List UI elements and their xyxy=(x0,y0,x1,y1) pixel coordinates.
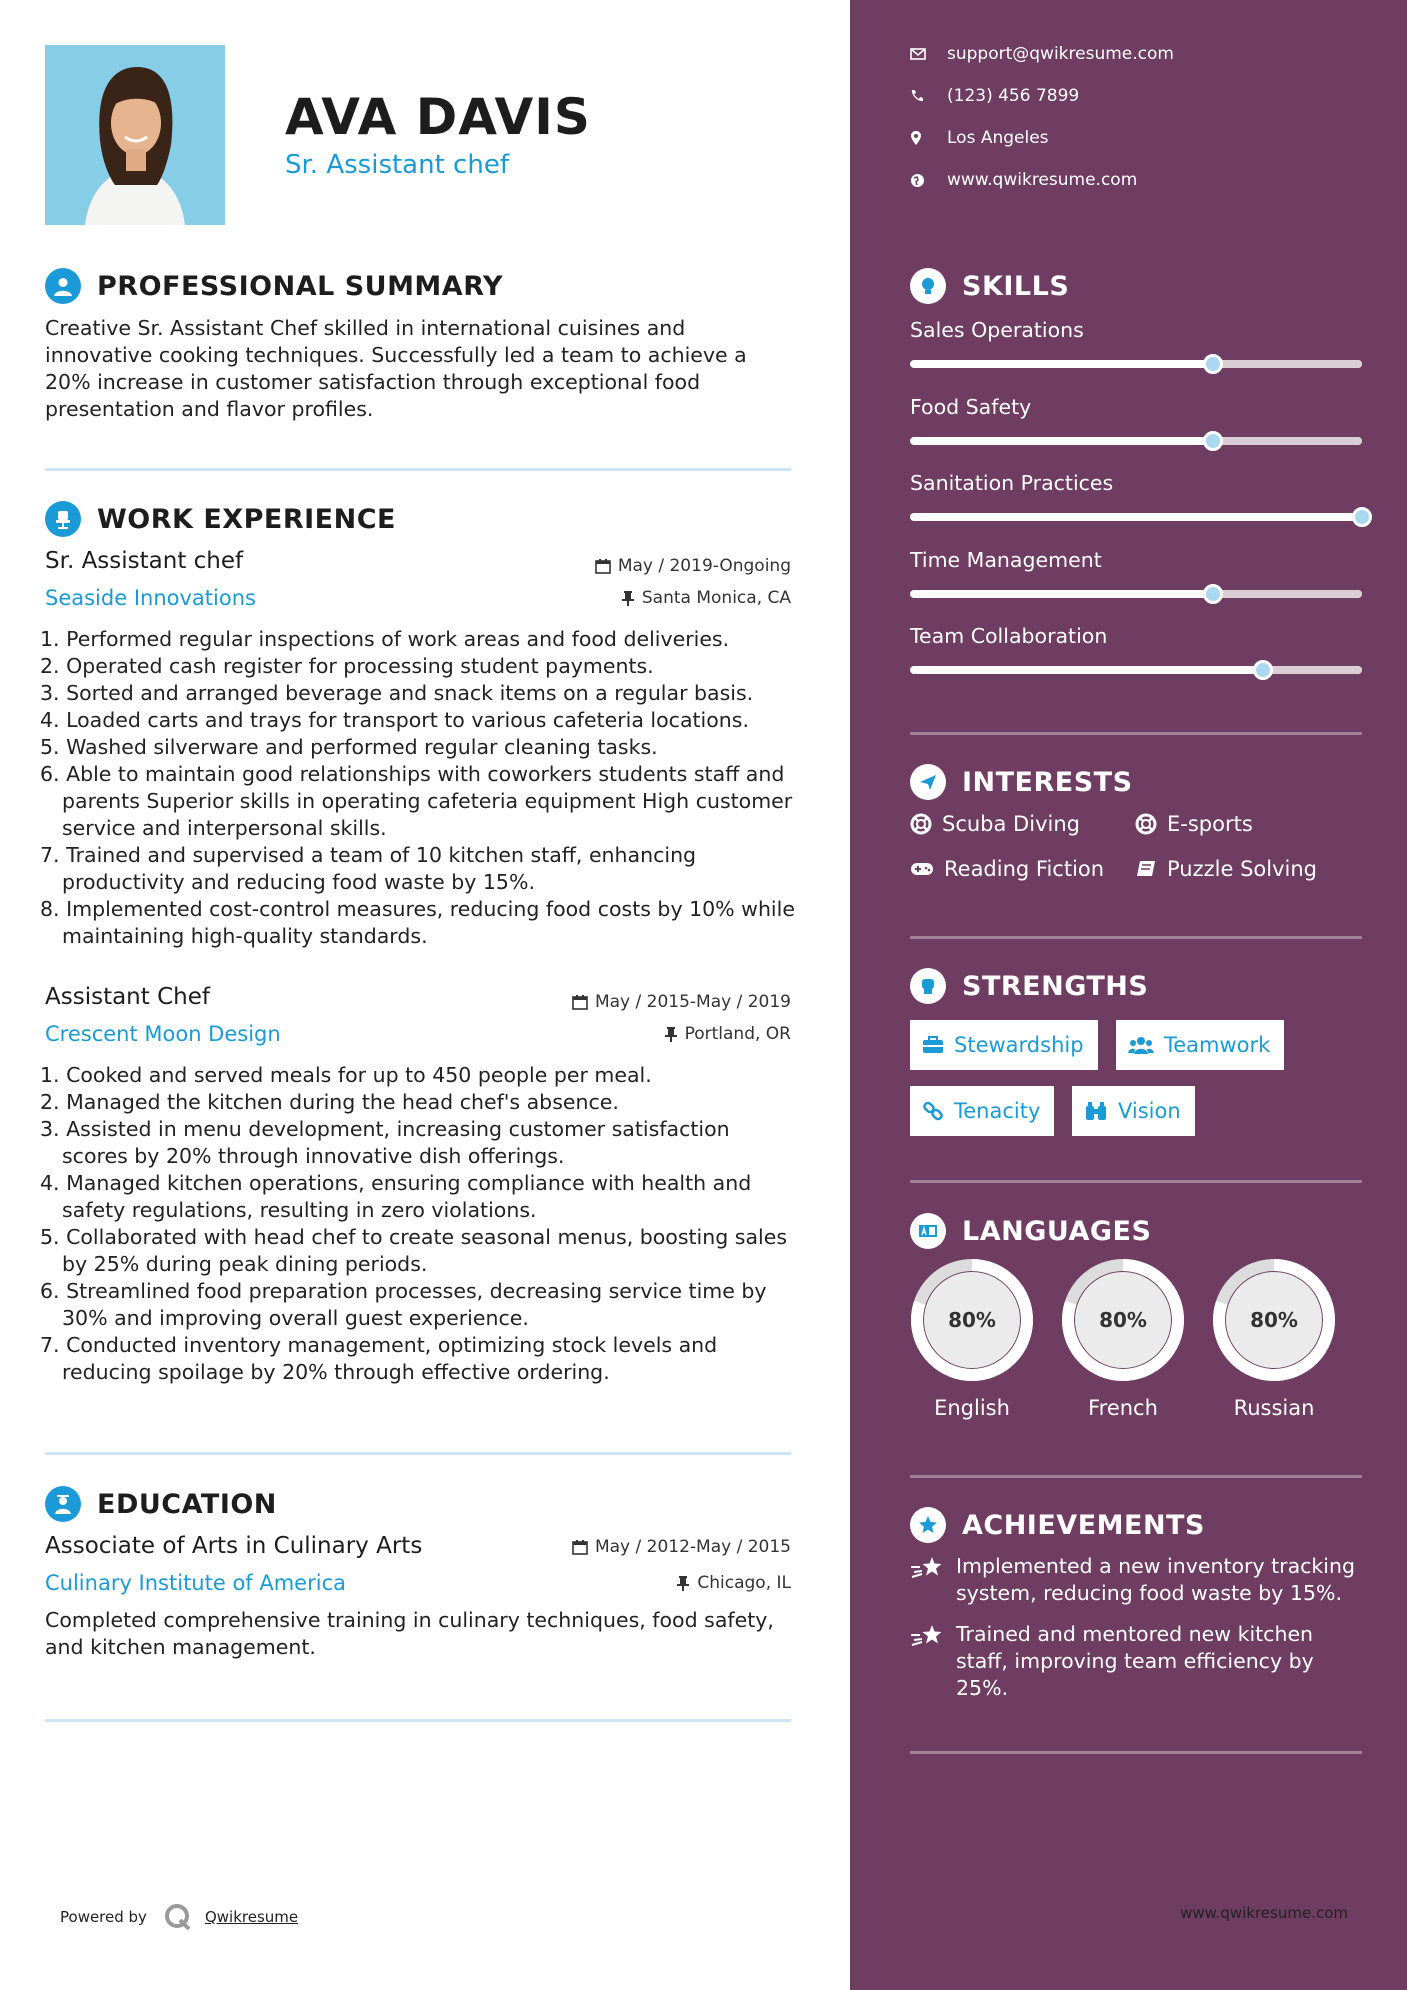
skills-heading: SKILLS xyxy=(910,268,1069,304)
life-ring-icon xyxy=(910,813,932,835)
skill-bar xyxy=(910,666,1362,674)
degree-title: Associate of Arts in Culinary Arts xyxy=(45,1533,423,1559)
language-percent: 80% xyxy=(1250,1308,1298,1332)
job-company: Crescent Moon Design xyxy=(45,1022,281,1046)
job-location: Portland, OR xyxy=(664,1024,791,1044)
job-title: Sr. Assistant chef xyxy=(45,548,244,574)
job-date: May / 2015-May / 2019 xyxy=(572,992,791,1012)
school-name: Culinary Institute of America xyxy=(45,1571,346,1595)
strength-chip-teamwork: Teamwork xyxy=(1116,1020,1284,1070)
list-item: 6. Streamlined food preparation processes, decreasing service time by 30% and improving overall guest experience. xyxy=(40,1279,767,1330)
list-item: 2. Managed the kitchen during the head chef's absence. xyxy=(40,1090,619,1114)
education-date: May / 2012-May / 2015 xyxy=(572,1537,791,1557)
map-pin-icon xyxy=(910,130,922,146)
website-link[interactable]: www.qwikresume.com xyxy=(947,170,1138,190)
list-item: 1. Performed regular inspections of work areas and food deliveries. xyxy=(40,627,730,651)
sidebar xyxy=(850,0,1407,1990)
language-percent: 80% xyxy=(1099,1308,1147,1332)
interest-puzzle-solving: Puzzle Solving xyxy=(1135,857,1317,881)
job-duties xyxy=(40,1062,800,1386)
section-divider xyxy=(45,1719,791,1722)
profile-photo xyxy=(45,45,225,225)
job-company: Seaside Innovations xyxy=(45,586,256,610)
pin-icon xyxy=(621,590,635,606)
candidate-name: AVA DAVIS xyxy=(285,88,591,146)
shooting-star-icon xyxy=(910,1624,944,1648)
contact-email: support@qwikresume.com xyxy=(910,44,1174,64)
skill-level-knob xyxy=(1352,507,1372,527)
qwikresume-logo-icon xyxy=(163,1902,193,1932)
pin-icon xyxy=(664,1026,678,1042)
raised-fist-icon xyxy=(910,968,946,1004)
link-icon xyxy=(922,1100,944,1122)
gamepad-icon xyxy=(910,861,934,877)
calendar-icon xyxy=(595,558,611,574)
skill-label: Food Safety xyxy=(910,394,1032,419)
language-name: English xyxy=(934,1396,1010,1420)
pin-icon xyxy=(676,1575,690,1591)
briefcase-chair-icon xyxy=(45,501,81,537)
language-name: French xyxy=(1088,1396,1158,1420)
skill-bar xyxy=(910,437,1362,445)
list-item: 7. Conducted inventory management, optimizing stock levels and reducing spoilage by 20% through effective ordering. xyxy=(40,1333,718,1384)
education-text: Completed comprehensive training in culinary techniques, food safety, and kitchen management. xyxy=(45,1608,774,1659)
interest-reading-fiction: Reading Fiction xyxy=(910,857,1104,881)
strength-chip-vision: Vision xyxy=(1072,1086,1195,1136)
skill-level-knob xyxy=(1253,660,1273,680)
list-item: 3. Assisted in menu development, increasing customer satisfaction scores by 20% through innovative dish offerings. xyxy=(40,1117,730,1168)
job-title: Assistant Chef xyxy=(45,984,210,1010)
skill-level-knob xyxy=(1203,584,1223,604)
list-item: 1. Cooked and served meals for up to 450 people per meal. xyxy=(40,1063,652,1087)
skill-label: Team Collaboration xyxy=(910,624,1108,648)
list-item: 5. Washed silverware and performed regular cleaning tasks. xyxy=(40,735,658,759)
footer-powered: Powered by Qwikresume xyxy=(60,1902,298,1932)
job-location: Santa Monica, CA xyxy=(621,588,791,608)
strength-chip-stewardship: Stewardship xyxy=(910,1020,1098,1070)
skill-level-knob xyxy=(1203,431,1223,451)
avatar-icon xyxy=(45,45,225,225)
skill-bar-remaining xyxy=(1213,590,1362,598)
list-item: 5. Collaborated with head chef to create seasonal menus, boosting sales by 25% during peak dining periods. xyxy=(40,1225,787,1276)
life-ring-icon xyxy=(1135,813,1157,835)
phone-icon xyxy=(910,89,924,103)
interest-e-sports: E-sports xyxy=(1135,812,1253,836)
language-item xyxy=(1061,1258,1185,1420)
paper-plane-icon xyxy=(910,764,946,800)
list-item: 2. Operated cash register for processing student payments. xyxy=(40,654,654,678)
skill-bar-remaining xyxy=(1263,666,1362,674)
skill-bar xyxy=(910,590,1362,598)
briefcase-icon xyxy=(922,1036,944,1054)
achievement-item: Implemented a new inventory tracking system, reducing food waste by 15%. xyxy=(910,1553,1370,1607)
list-item: 3. Sorted and arranged beverage and snack items on a regular basis. xyxy=(40,681,754,705)
education-location: Chicago, IL xyxy=(676,1573,791,1593)
binoculars-icon xyxy=(1084,1101,1108,1121)
interests-heading: INTERESTS xyxy=(910,764,1133,800)
job-duties xyxy=(40,626,800,950)
contact-location: Los Angeles xyxy=(910,128,1049,148)
contact-website xyxy=(910,170,1137,190)
skill-level-knob xyxy=(1203,354,1223,374)
brand-link[interactable]: Qwikresume xyxy=(204,1908,299,1926)
calendar-icon xyxy=(572,1539,588,1555)
languages-heading: LANGUAGES xyxy=(910,1213,1151,1249)
lightbulb-icon xyxy=(910,268,946,304)
shooting-star-icon xyxy=(910,1556,944,1580)
job-date: May / 2019-Ongoing xyxy=(595,556,791,576)
work-heading: WORK EXPERIENCE xyxy=(45,501,396,537)
section-divider xyxy=(910,1475,1362,1478)
education-heading: EDUCATION xyxy=(45,1486,277,1522)
language-item xyxy=(910,1258,1034,1420)
section-divider xyxy=(45,1452,791,1455)
graduate-icon xyxy=(45,1486,81,1522)
skill-label: Time Management xyxy=(910,547,1102,572)
envelope-icon xyxy=(910,48,926,60)
skill-label: Sales Operations xyxy=(910,318,1084,342)
section-divider xyxy=(910,732,1362,735)
book-icon xyxy=(1135,859,1157,879)
list-item: 6. Able to maintain good relationships with coworkers students staff and parents Superior skills in operating cafeteria equipment High customer service and interpersonal skills. xyxy=(40,762,793,840)
footer-website[interactable]: www.qwikresume.com xyxy=(1180,1904,1348,1922)
achievement-item: Trained and mentored new kitchen staff, improving team efficiency by 25%. xyxy=(910,1621,1370,1702)
summary-text: Creative Sr. Assistant Chef skilled in international cuisines and innovative cooking techniques. Successfully led a team to achieve a 20% increase in customer satisfaction through exceptional food presentation and flavor profiles. xyxy=(45,316,747,421)
language-name: Russian xyxy=(1233,1396,1315,1420)
globe-icon xyxy=(910,173,925,188)
skill-bar xyxy=(910,360,1362,368)
list-item: 8. Implemented cost-control measures, reducing food costs by 10% while maintaining high-quality standards. xyxy=(40,897,795,948)
list-item: 4. Loaded carts and trays for transport to various cafeteria locations. xyxy=(40,708,749,732)
candidate-title: Sr. Assistant chef xyxy=(285,150,509,180)
list-item: 4. Managed kitchen operations, ensuring compliance with health and safety regulations, resulting in zero violations. xyxy=(40,1171,752,1222)
contact-phone: (123) 456 7899 xyxy=(910,86,1079,106)
calendar-icon xyxy=(572,994,588,1010)
summary-heading: PROFESSIONAL SUMMARY xyxy=(45,268,503,304)
skill-bar-remaining xyxy=(1213,437,1362,445)
skill-bar-remaining xyxy=(1213,360,1362,368)
section-divider xyxy=(910,1180,1362,1183)
section-divider xyxy=(910,1751,1362,1754)
section-divider xyxy=(910,936,1362,939)
strengths-heading: STRENGTHS xyxy=(910,968,1148,1004)
language-icon xyxy=(910,1213,946,1249)
users-icon xyxy=(1128,1036,1154,1054)
strength-chip-tenacity: Tenacity xyxy=(910,1086,1054,1136)
section-divider xyxy=(45,468,791,471)
star-badge-icon xyxy=(910,1507,946,1543)
skill-bar xyxy=(910,513,1362,521)
interest-scuba-diving: Scuba Diving xyxy=(910,812,1080,836)
list-item: 7. Trained and supervised a team of 10 kitchen staff, enhancing productivity and reducing food waste by 15%. xyxy=(40,843,697,894)
achievements-heading: ACHIEVEMENTS xyxy=(910,1507,1205,1543)
language-item xyxy=(1212,1258,1336,1420)
language-percent: 80% xyxy=(948,1308,996,1332)
skill-label: Sanitation Practices xyxy=(910,471,1114,495)
user-icon xyxy=(45,268,81,304)
